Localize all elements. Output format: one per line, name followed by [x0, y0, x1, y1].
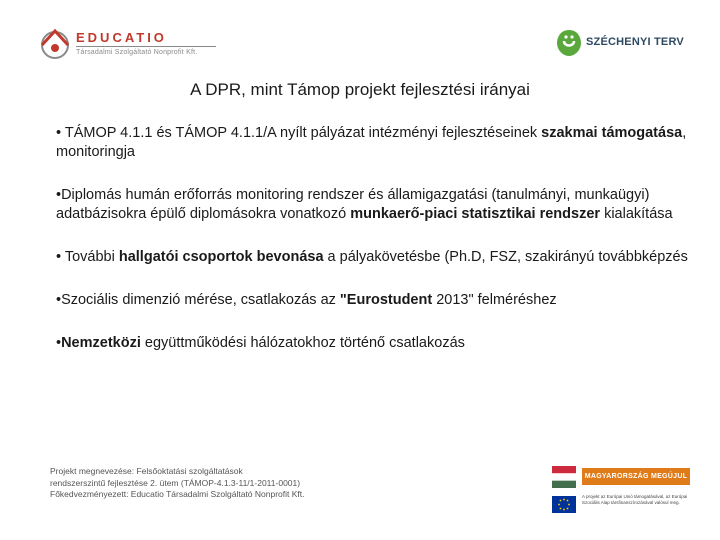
- header: [0, 0, 720, 75]
- educatio-logo-divider: [76, 46, 216, 47]
- eu-flag-icon: [552, 496, 576, 513]
- bullet-text: •Szociális dimenzió mérése, csatlakozás az: [56, 292, 340, 308]
- szechenyi-logo-name: SZÉCHENYI TERV: [586, 36, 684, 48]
- eu-funding-notice: A projekt az Európai Unió támogatásával, az Európai Szociális Alap társfinanszírozásával valósul meg.: [582, 494, 688, 505]
- bullet-emphasis: munkaerő-piaci statisztikai rendszer: [350, 206, 601, 222]
- bullet-text: a pályakövetésbe (Ph.D, FSZ, szakirányú továbbképzés: [323, 249, 688, 265]
- bullet-text: • TÁMOP 4.1.1 és TÁMOP 4.1.1/A nyílt pályázat intézményi fejlesztéseinek: [56, 125, 542, 141]
- bullet-list: [56, 124, 696, 377]
- bullet-item: [56, 334, 696, 353]
- footer-project-phase: rendszerszintű fejlesztése 2. ütem (TÁMOP-4.1.3-11/1-2011-0001): [50, 477, 301, 488]
- bullet-text: •Diplomás humán erőforrás monitoring rendszer és államigazgatási (tanulmányi, munkaügyi) adatbázisokra épülő diplomásokra vonatkozó: [56, 187, 650, 222]
- bullet-emphasis: Nemzetközi: [61, 335, 141, 351]
- hungarian-flag-icon: [552, 466, 576, 488]
- bullet-emphasis: szakmai támogatása: [541, 125, 683, 141]
- bullet-text: együttműködési hálózatokhoz történő csatlakozás: [140, 335, 465, 351]
- bullet-item: [56, 186, 696, 224]
- szechenyi-terv-logo: [556, 26, 706, 62]
- magyarorszag-megujul-logo: [552, 464, 692, 520]
- bullet-item: [56, 124, 696, 162]
- footer-project-info: [50, 466, 490, 501]
- bullet-text: • További: [56, 249, 119, 265]
- footer-project-name: Projekt megnevezése: Felsőoktatási szolgáltatások: [50, 466, 243, 476]
- bullet-text: , monitoringja: [56, 125, 687, 160]
- footer-beneficiary: Főkedvezményezett: Educatio Társadalmi Szolgáltató Nonprofit Kft.: [50, 489, 305, 499]
- educatio-emblem-icon: [38, 28, 72, 62]
- educatio-logo-name: EDUCATIO: [76, 30, 167, 45]
- bullet-emphasis: hallgatói csoportok bevonása: [118, 249, 324, 265]
- magyarorszag-megujul-badge: MAGYARORSZÁG MEGÚJUL: [582, 468, 690, 485]
- page-title: A DPR, mint Támop projekt fejlesztési irányai: [190, 80, 530, 99]
- bullet-item: [56, 248, 696, 267]
- bullet-text: kialakítása: [600, 206, 673, 222]
- bullet-text: •: [56, 335, 62, 351]
- szechenyi-leaf-icon: [556, 28, 582, 58]
- educatio-logo-subtitle: Társadalmi Szolgáltató Nonprofit Kft.: [76, 49, 198, 56]
- educatio-logo: [38, 26, 218, 66]
- bullet-item: [56, 291, 696, 310]
- bullet-emphasis: "Eurostudent: [339, 292, 433, 308]
- bullet-text: 2013" felméréshez: [432, 292, 557, 308]
